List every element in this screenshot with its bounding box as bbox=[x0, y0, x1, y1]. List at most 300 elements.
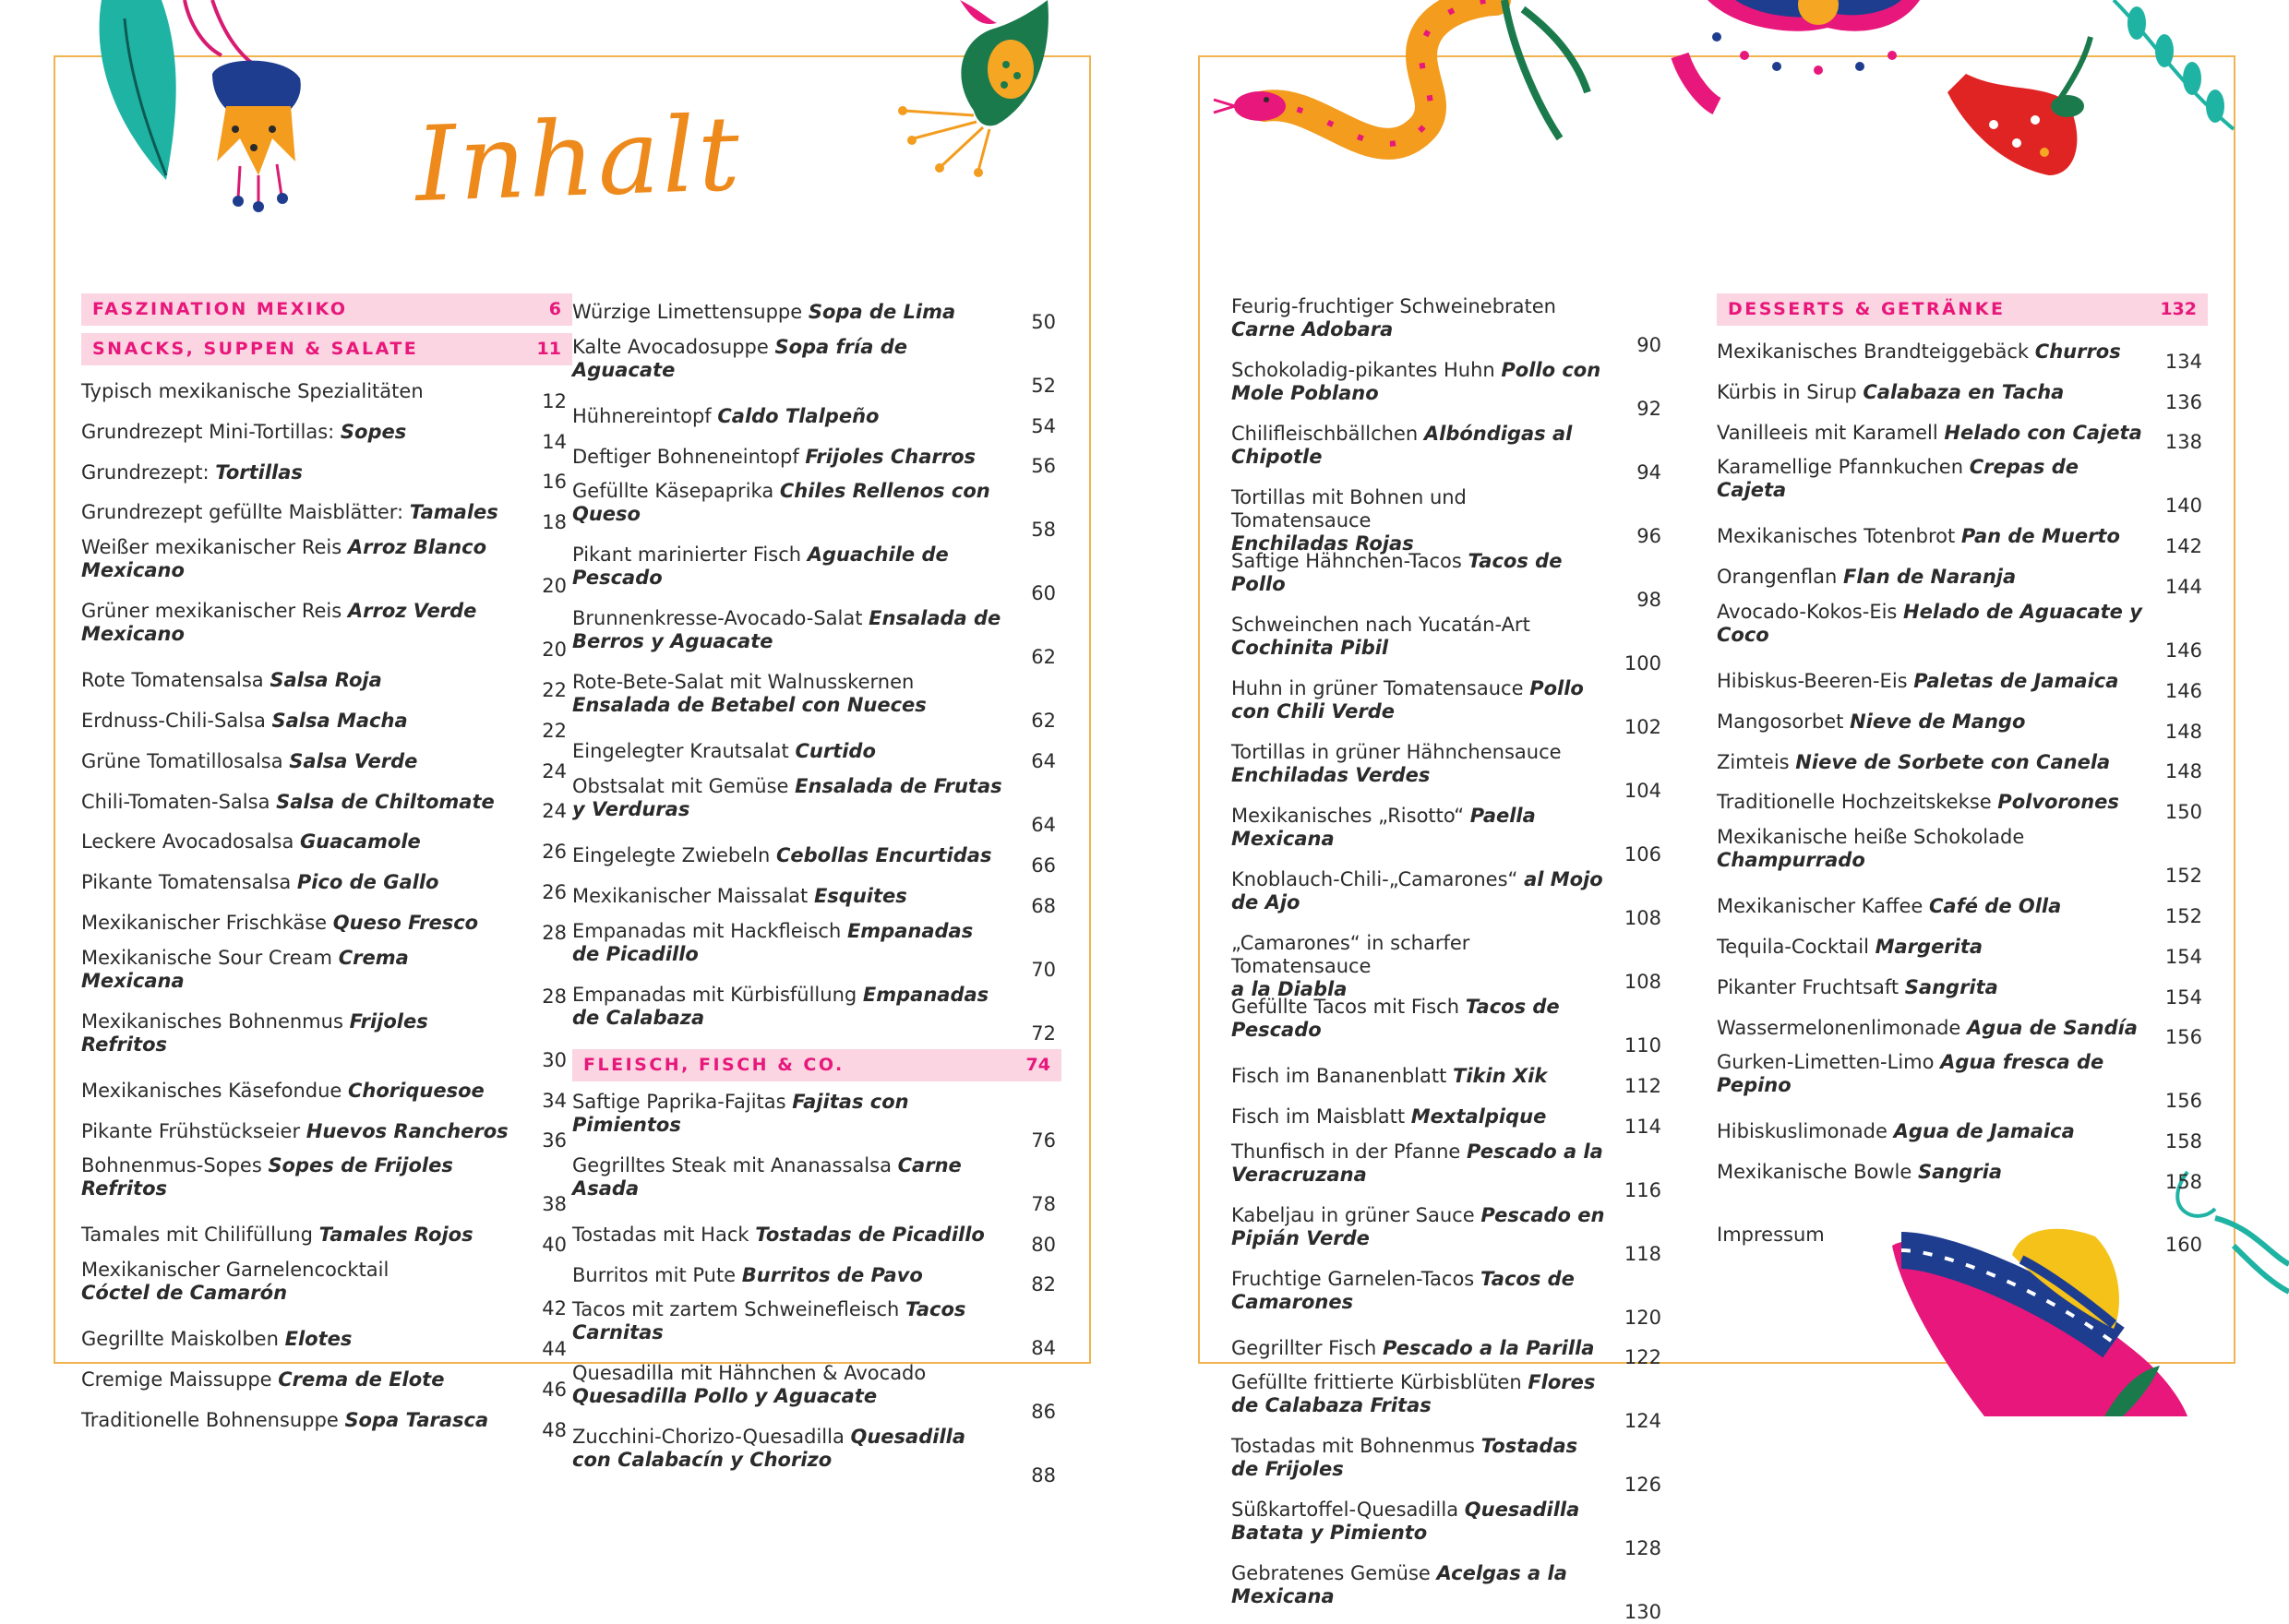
entry-title bbox=[81, 912, 515, 935]
toc-entry[interactable] bbox=[1231, 1560, 1667, 1624]
toc-entry[interactable] bbox=[1717, 454, 2208, 518]
entry-german-title: Obstsalat mit Gemüse bbox=[572, 775, 796, 798]
entry-page-number: 30 bbox=[542, 1048, 567, 1071]
entry-spanish-title: Enchiladas Rojas bbox=[1231, 532, 1414, 555]
entry-german-title: Gegrilltes Steak mit Ananassalsa bbox=[572, 1153, 898, 1176]
section-header bbox=[81, 333, 572, 365]
entry-german-title: Mexikanisches Bohnenmus bbox=[81, 1009, 350, 1033]
entry-german-title: Zimteis bbox=[1717, 750, 1796, 773]
section-page-number: 6 bbox=[548, 299, 561, 319]
toc-entry[interactable] bbox=[1231, 675, 1667, 739]
entry-spanish-title: Arroz Verde Mexicano bbox=[81, 600, 477, 646]
entry-spanish-title: Tacos de Camarones bbox=[1231, 1267, 1575, 1313]
entry-spanish-title: Champurrado bbox=[1717, 849, 1865, 872]
toc-entry[interactable] bbox=[1231, 357, 1667, 421]
entry-german-title: Mexikanische Bowle bbox=[1717, 1161, 1918, 1184]
toc-entry[interactable] bbox=[572, 878, 1061, 918]
entry-page-number: 40 bbox=[542, 1234, 567, 1257]
entry-page-number: 36 bbox=[542, 1129, 567, 1152]
entry-german-title: Schweinchen nach Yucatán-Art bbox=[1231, 614, 1530, 636]
entry-title bbox=[81, 461, 515, 484]
entry-page-number: 150 bbox=[2164, 801, 2202, 824]
toc-entry[interactable] bbox=[572, 837, 1061, 878]
entry-page-number: 106 bbox=[1624, 843, 1661, 866]
entry-german-title: Traditionelle Hochzeitskekse bbox=[1717, 791, 1998, 814]
entry-title bbox=[81, 1080, 515, 1103]
toc-entry[interactable] bbox=[572, 1152, 1061, 1216]
entry-german-title: Fruchtige Garnelen-Tacos bbox=[1231, 1267, 1480, 1290]
entry-title bbox=[572, 1264, 1004, 1287]
toc-entry[interactable] bbox=[1231, 803, 1667, 866]
entry-title bbox=[1231, 295, 1610, 341]
entry-spanish-title: Salsa Verde bbox=[289, 749, 418, 772]
entry-spanish-title: Caldo Tlalpeño bbox=[717, 404, 880, 427]
toc-entry[interactable] bbox=[1231, 1057, 1667, 1098]
toc-entry[interactable] bbox=[1717, 663, 2208, 703]
entry-page-number: 138 bbox=[2164, 431, 2202, 454]
entry-page-number: 64 bbox=[1031, 750, 1056, 773]
toc-entry[interactable] bbox=[81, 454, 572, 495]
toc-entry[interactable] bbox=[1231, 739, 1667, 803]
toc-entry[interactable] bbox=[1717, 888, 2208, 928]
entry-german-title: Pikanter Fruchtsaft bbox=[1717, 975, 1905, 998]
entry-page-number: 48 bbox=[542, 1418, 567, 1441]
entry-page-number: 46 bbox=[542, 1378, 567, 1401]
toc-entry[interactable] bbox=[81, 1009, 572, 1072]
entry-spanish-title: Paletas de Jamaica bbox=[1913, 669, 2119, 692]
entry-german-title: Wassermelonenlimonade bbox=[1717, 1016, 1968, 1039]
entry-spanish-title: Albóndigas al Chipotle bbox=[1231, 423, 1573, 468]
toc-entry[interactable] bbox=[1717, 1049, 2208, 1113]
toc-entry[interactable] bbox=[1231, 484, 1667, 555]
entry-title bbox=[81, 1154, 515, 1200]
entry-spanish-title: Flan de Naranja bbox=[1842, 566, 2017, 589]
entry-german-title: Kürbis in Sirup bbox=[1717, 380, 1864, 403]
entry-german-title: Gegrillte Maiskolben bbox=[81, 1328, 285, 1351]
entry-spanish-title: Sangria bbox=[1918, 1161, 2003, 1184]
entry-page-number: 98 bbox=[1636, 589, 1661, 611]
entry-german-title: Burritos mit Pute bbox=[572, 1263, 742, 1286]
toc-entry[interactable] bbox=[81, 702, 572, 743]
entry-title bbox=[1231, 1562, 1610, 1608]
toc-entry[interactable] bbox=[572, 1257, 1061, 1297]
toc-entry[interactable] bbox=[1231, 612, 1667, 675]
toc-entry[interactable] bbox=[1717, 1153, 2208, 1194]
toc-entry[interactable] bbox=[81, 494, 572, 534]
entry-spanish-title: Ensalada de Berros y Aguacate bbox=[572, 607, 1001, 653]
entry-page-number: 22 bbox=[542, 678, 567, 701]
entry-page-number: 114 bbox=[1624, 1115, 1661, 1138]
entry-page-number: 156 bbox=[2164, 1026, 2202, 1049]
entry-spanish-title: Tikin Xik bbox=[1453, 1065, 1548, 1087]
entry-page-number: 154 bbox=[2164, 945, 2202, 968]
toc-entry[interactable] bbox=[572, 605, 1061, 669]
entry-spanish-title: Agua de Jamaica bbox=[1893, 1120, 2075, 1143]
entry-page-number: 16 bbox=[542, 471, 567, 494]
toc-entry[interactable] bbox=[1231, 548, 1667, 612]
entry-spanish-title: Enchiladas Verdes bbox=[1231, 764, 1431, 786]
toc-entry[interactable] bbox=[1231, 1139, 1667, 1202]
entry-page-number: 80 bbox=[1031, 1233, 1056, 1256]
sun-flower-decoration bbox=[1680, 0, 1957, 111]
entry-german-title: Gefüllte Käsepaprika bbox=[572, 480, 780, 503]
toc-entry[interactable] bbox=[572, 918, 1061, 982]
entry-title bbox=[81, 750, 515, 773]
entry-title bbox=[81, 830, 515, 854]
entry-german-title: Erdnuss-Chili-Salsa bbox=[81, 709, 272, 732]
entry-title bbox=[1231, 1499, 1610, 1545]
entry-page-number: 86 bbox=[1031, 1401, 1056, 1424]
entry-german-title: Grundrezept Mini-Tortillas: bbox=[81, 420, 341, 443]
entry-spanish-title: Tamales bbox=[409, 501, 498, 524]
toc-entry[interactable] bbox=[81, 1320, 572, 1361]
entry-german-title: Gebratenes Gemüse bbox=[1231, 1562, 1437, 1585]
paisley-decoration bbox=[886, 0, 1071, 175]
entry-title bbox=[1717, 1120, 2151, 1143]
entry-spanish-title: Helado de Aguacate y Coco bbox=[1717, 600, 2142, 646]
entry-page-number: 146 bbox=[2164, 679, 2202, 702]
entry-german-title: Tostadas mit Bohnenmus bbox=[1231, 1435, 1481, 1458]
toc-entry[interactable] bbox=[1717, 558, 2208, 599]
toc-entry[interactable] bbox=[1717, 333, 2208, 374]
entry-title bbox=[1231, 1268, 1610, 1314]
toc-entry[interactable] bbox=[81, 945, 572, 1009]
entry-page-number: 122 bbox=[1624, 1346, 1661, 1369]
entry-german-title: Mexikanischer Maissalat bbox=[572, 884, 814, 907]
entry-title bbox=[572, 543, 1004, 590]
entry-spanish-title: Pan de Muerto bbox=[1960, 525, 2120, 548]
entry-title bbox=[1231, 1435, 1610, 1481]
entry-title bbox=[1717, 936, 2151, 959]
toc-entry[interactable] bbox=[572, 1296, 1061, 1360]
entry-title bbox=[1717, 566, 2151, 589]
entry-page-number: 12 bbox=[542, 389, 567, 412]
entry-spanish-title: Sopa de Lima bbox=[808, 301, 956, 323]
toc-entry[interactable] bbox=[1231, 1369, 1667, 1433]
entry-german-title: Gefüllte frittierte Kürbisblüten bbox=[1231, 1371, 1528, 1394]
entry-title bbox=[1717, 340, 2151, 364]
entry-spanish-title: Calabaza en Tacha bbox=[1863, 380, 2065, 403]
toc-entry[interactable] bbox=[81, 1361, 572, 1402]
entry-title bbox=[1231, 1204, 1610, 1250]
entry-german-title: Karamellige Pfannkuchen bbox=[1717, 456, 1970, 479]
entry-title bbox=[81, 1010, 515, 1057]
entry-page-number: 18 bbox=[542, 511, 567, 534]
entry-title bbox=[572, 1362, 1004, 1408]
entry-german-title: Feurig-fruchtiger Schweinebraten bbox=[1231, 295, 1556, 317]
toc-entry[interactable] bbox=[81, 783, 572, 824]
entry-german-title: Mexikanischer Frischkäse bbox=[81, 911, 333, 934]
entry-german-title: Mexikanisches Totenbrot bbox=[1717, 525, 1961, 548]
entry-title bbox=[81, 1409, 515, 1432]
toc-entry[interactable] bbox=[572, 982, 1061, 1045]
entry-spanish-title: Quesadilla con Calabacín y Chorizo bbox=[572, 1426, 966, 1472]
entry-german-title: Vanilleeis mit Karamell bbox=[1717, 421, 1945, 444]
entry-title bbox=[1231, 1065, 1610, 1088]
entry-page-number: 72 bbox=[1031, 1021, 1056, 1045]
entry-title bbox=[572, 1154, 1004, 1200]
entry-german-title: Rote Tomatensalsa bbox=[81, 669, 270, 692]
section-header bbox=[1717, 293, 2208, 326]
entry-spanish-title: Frijoles Refritos bbox=[81, 1009, 428, 1056]
entry-spanish-title: Curtido bbox=[795, 740, 876, 763]
entry-page-number: 108 bbox=[1624, 971, 1661, 993]
entry-title bbox=[81, 380, 515, 403]
toc-entry[interactable] bbox=[1231, 1266, 1667, 1330]
entry-page-number: 118 bbox=[1624, 1242, 1661, 1265]
entry-german-title: Empanadas mit Kürbisfüllung bbox=[572, 983, 863, 1006]
entry-page-number: 148 bbox=[2164, 720, 2202, 743]
toc-entry[interactable] bbox=[1231, 994, 1667, 1057]
entry-german-title: Mexikanische heiße Schokolade bbox=[1717, 826, 2025, 849]
entry-german-title: Hibiskuslimonade bbox=[1717, 1120, 1894, 1143]
entry-title bbox=[1717, 791, 2151, 814]
entry-page-number: 158 bbox=[2164, 1170, 2202, 1193]
entry-title bbox=[1231, 423, 1610, 469]
entry-page-number: 108 bbox=[1624, 907, 1661, 929]
toc-entry[interactable] bbox=[572, 733, 1061, 773]
entry-german-title: Saftige Hähnchen-Tacos bbox=[1231, 550, 1468, 572]
entry-title bbox=[81, 1259, 515, 1305]
toc-entry[interactable] bbox=[1717, 599, 2208, 663]
entry-title bbox=[81, 871, 515, 894]
entry-title bbox=[81, 501, 515, 524]
entry-spanish-title: Helado con Cajeta bbox=[1944, 421, 2142, 444]
entry-spanish-title: Pescado a la Parilla bbox=[1382, 1336, 1595, 1359]
toc-entry[interactable] bbox=[572, 438, 1061, 479]
toc-entry[interactable] bbox=[1231, 1202, 1667, 1266]
entry-german-title: Saftige Paprika-Fajitas bbox=[572, 1090, 793, 1113]
entry-title bbox=[572, 336, 1004, 382]
toc-entry[interactable] bbox=[1717, 518, 2208, 558]
entry-german-title: Tortillas in grüner Hähnchensauce bbox=[1231, 741, 1562, 763]
entry-title bbox=[1717, 1051, 2151, 1097]
toc-column-4 bbox=[1717, 293, 2208, 1257]
entry-title bbox=[572, 885, 1004, 908]
toc-entry[interactable] bbox=[572, 773, 1061, 837]
entry-spanish-title: Sangrita bbox=[1904, 975, 1998, 998]
entry-spanish-title: Choriquesoe bbox=[348, 1079, 485, 1102]
entry-spanish-title: Tacos Carnitas bbox=[572, 1298, 966, 1344]
toc-entry[interactable] bbox=[1717, 374, 2208, 414]
entry-page-number: 34 bbox=[542, 1089, 567, 1112]
entry-page-number: 24 bbox=[542, 800, 567, 823]
entry-page-number: 112 bbox=[1624, 1074, 1661, 1097]
entry-german-title: Bohnenmus-Sopes bbox=[81, 1154, 269, 1177]
toc-entry[interactable] bbox=[1231, 421, 1667, 484]
entry-title bbox=[1717, 751, 2151, 774]
entry-page-number: 158 bbox=[2164, 1130, 2202, 1153]
entry-german-title: Gegrillter Fisch bbox=[1231, 1336, 1383, 1359]
entry-german-title: Pikant marinierter Fisch bbox=[572, 543, 808, 567]
toc-entry[interactable] bbox=[81, 1216, 572, 1257]
entry-title bbox=[81, 421, 515, 444]
entry-spanish-title: Acelgas a la Mexicana bbox=[1231, 1562, 1567, 1608]
entry-page-number: 104 bbox=[1624, 780, 1661, 802]
entry-page-number: 88 bbox=[1031, 1464, 1056, 1487]
entry-title bbox=[81, 947, 515, 993]
entry-spanish-title: Salsa de Chiltomate bbox=[276, 790, 495, 813]
entry-page-number: 154 bbox=[2164, 985, 2202, 1009]
toc-entry[interactable] bbox=[572, 293, 1061, 334]
entry-page-number: 160 bbox=[2164, 1233, 2202, 1256]
entry-title bbox=[1717, 710, 2151, 734]
toc-entry[interactable] bbox=[1717, 824, 2208, 888]
entry-spanish-title: Queso Fresco bbox=[332, 911, 479, 934]
entry-page-number: 20 bbox=[542, 639, 567, 662]
entry-spanish-title: Elotes bbox=[284, 1328, 353, 1351]
toc-entry[interactable] bbox=[572, 669, 1061, 733]
section-label: DESSERTS & GETRÄNKE bbox=[1728, 299, 2006, 319]
entry-title bbox=[572, 984, 1004, 1030]
toc-entry[interactable] bbox=[81, 534, 572, 598]
entry-page-number: 84 bbox=[1031, 1337, 1056, 1360]
entry-page-number: 44 bbox=[542, 1337, 567, 1360]
toc-entry[interactable] bbox=[572, 1360, 1061, 1424]
entry-german-title: Cremige Maissuppe bbox=[81, 1367, 279, 1391]
entry-title bbox=[572, 671, 1004, 717]
entry-title bbox=[572, 1426, 1004, 1472]
toc-entry[interactable] bbox=[1717, 744, 2208, 784]
section-page-number: 11 bbox=[536, 339, 561, 359]
entry-german-title: „Camarones“ in scharfer Tomatensauce bbox=[1231, 932, 1470, 977]
toc-entry[interactable] bbox=[81, 662, 572, 702]
entry-german-title: Tacos mit zartem Schweinefleisch bbox=[572, 1298, 906, 1321]
entry-spanish-title: Tortillas bbox=[215, 460, 303, 484]
entry-page-number: 126 bbox=[1624, 1474, 1661, 1497]
toc-entry[interactable] bbox=[1717, 1113, 2208, 1153]
entry-german-title: Impressum bbox=[1717, 1223, 1825, 1246]
entry-spanish-title: Aguachile de Pescado bbox=[572, 543, 949, 590]
entry-page-number: 66 bbox=[1031, 854, 1056, 877]
toc-entry[interactable] bbox=[1717, 928, 2208, 969]
toc-entry[interactable] bbox=[1231, 930, 1667, 1000]
entry-spanish-title: Tacos de Pollo bbox=[1231, 550, 1563, 595]
entry-spanish-title: Mextalpique bbox=[1410, 1105, 1547, 1128]
toc-entry[interactable] bbox=[1231, 1497, 1667, 1560]
entry-title bbox=[1231, 996, 1610, 1042]
entry-title bbox=[572, 740, 1004, 763]
toc-entry[interactable] bbox=[1717, 783, 2208, 824]
entry-german-title: Gefüllte Tacos mit Fisch bbox=[1231, 996, 1466, 1018]
entry-german-title: Mexikanisches „Risotto“ bbox=[1231, 805, 1470, 827]
toc-entry[interactable] bbox=[1717, 414, 2208, 455]
entry-spanish-title: Cóctel de Camarón bbox=[81, 1282, 288, 1305]
toc-entry[interactable] bbox=[572, 1089, 1061, 1152]
entry-page-number: 148 bbox=[2164, 760, 2202, 783]
entry-spanish-title: Salsa Roja bbox=[270, 669, 382, 692]
toc-entry[interactable] bbox=[81, 1113, 572, 1153]
entry-page-number: 152 bbox=[2164, 904, 2202, 927]
entry-spanish-title: Pescado en Pipián Verde bbox=[1231, 1203, 1605, 1249]
entry-title bbox=[1717, 1224, 2151, 1247]
entry-title bbox=[572, 446, 1004, 469]
entry-spanish-title: al Mojo de Ajo bbox=[1231, 868, 1603, 914]
toc-entry[interactable] bbox=[81, 904, 572, 945]
toc-entry[interactable] bbox=[1231, 1433, 1667, 1497]
toc-entry[interactable] bbox=[81, 1152, 572, 1216]
toc-entry[interactable] bbox=[572, 398, 1061, 438]
entry-page-number: 38 bbox=[542, 1193, 567, 1216]
toc-entry[interactable] bbox=[572, 542, 1061, 605]
entry-german-title: Rote-Bete-Salat mit Walnusskernen bbox=[572, 671, 915, 694]
toc-entry[interactable] bbox=[572, 334, 1061, 398]
toc-entry[interactable] bbox=[1717, 703, 2208, 744]
entry-spanish-title: Flores de Calabaza Fritas bbox=[1231, 1371, 1596, 1417]
toc-entry[interactable] bbox=[572, 478, 1061, 542]
toc-entry[interactable] bbox=[81, 823, 572, 864]
entry-spanish-title: Sopes bbox=[340, 420, 407, 443]
toc-entry[interactable] bbox=[81, 598, 572, 662]
toc-entry[interactable] bbox=[1231, 866, 1667, 930]
entry-german-title: Kabeljau in grüner Sauce bbox=[1231, 1203, 1481, 1226]
toc-entry[interactable] bbox=[81, 1257, 572, 1320]
toc-column-1 bbox=[81, 293, 572, 1442]
entry-spanish-title: Fajitas con Pimientos bbox=[572, 1090, 909, 1136]
entry-german-title: Hühnereintopf bbox=[572, 404, 718, 427]
entry-title bbox=[81, 1120, 515, 1143]
entry-spanish-title: Tostadas de Frijoles bbox=[1231, 1435, 1578, 1481]
entry-german-title: Mexikanisches Käsefondue bbox=[81, 1079, 348, 1102]
entry-german-title: Deftiger Bohneneintopf bbox=[572, 445, 806, 468]
toc-entry[interactable] bbox=[1717, 1216, 2208, 1257]
entry-page-number: 58 bbox=[1031, 519, 1056, 542]
toc-entry[interactable] bbox=[81, 743, 572, 783]
entry-page-number: 50 bbox=[1031, 310, 1056, 333]
entry-title bbox=[1717, 1017, 2151, 1040]
entry-page-number: 120 bbox=[1624, 1306, 1661, 1329]
entry-german-title: Grundrezept gefüllte Maisblätter: bbox=[81, 501, 410, 524]
entry-german-title: Leckere Avocadosalsa bbox=[81, 830, 301, 854]
entry-german-title: Tequila-Cocktail bbox=[1717, 935, 1876, 958]
entry-title bbox=[572, 1091, 1004, 1137]
toc-entry[interactable] bbox=[1231, 1098, 1667, 1139]
entry-spanish-title: Tostadas de Picadillo bbox=[755, 1223, 985, 1246]
toc-entry[interactable] bbox=[81, 1072, 572, 1113]
entry-title bbox=[1717, 976, 2151, 999]
toc-entry[interactable] bbox=[81, 413, 572, 454]
entry-spanish-title: Frijoles Charros bbox=[805, 445, 977, 468]
toc-entry[interactable] bbox=[1717, 969, 2208, 1009]
toc-entry[interactable] bbox=[81, 1402, 572, 1442]
toc-entry[interactable] bbox=[1717, 1009, 2208, 1050]
spacer bbox=[1717, 1194, 2208, 1216]
toc-entry[interactable] bbox=[81, 864, 572, 904]
entry-page-number: 60 bbox=[1031, 582, 1056, 605]
entry-page-number: 100 bbox=[1624, 652, 1661, 675]
entry-german-title: Tamales mit Chilifüllung bbox=[81, 1224, 319, 1247]
toc-entry[interactable] bbox=[572, 1216, 1061, 1257]
entry-title bbox=[81, 710, 515, 733]
entry-spanish-title: Esquites bbox=[813, 884, 907, 907]
entry-title bbox=[572, 844, 1004, 867]
toc-entry[interactable] bbox=[81, 373, 572, 413]
entry-german-title: Mangosorbet bbox=[1717, 710, 1851, 733]
entry-page-number: 78 bbox=[1031, 1192, 1056, 1215]
entry-spanish-title: Pescado a la Veracruzana bbox=[1231, 1140, 1603, 1186]
entry-page-number: 70 bbox=[1031, 958, 1056, 981]
toc-entry[interactable] bbox=[572, 1424, 1061, 1487]
section-page-number: 74 bbox=[1025, 1054, 1050, 1075]
toc-entry[interactable] bbox=[1231, 1330, 1667, 1370]
toc-entry[interactable] bbox=[1231, 293, 1667, 357]
entry-german-title: Grundrezept: bbox=[81, 460, 216, 484]
entry-spanish-title: Pollo con Mole Poblano bbox=[1231, 359, 1601, 404]
entry-title bbox=[1231, 868, 1610, 914]
entry-german-title: Tostadas mit Hack bbox=[572, 1223, 756, 1246]
entry-german-title: Avocado-Kokos-Eis bbox=[1717, 600, 1904, 623]
entry-german-title: Würzige Limettensuppe bbox=[572, 301, 809, 323]
